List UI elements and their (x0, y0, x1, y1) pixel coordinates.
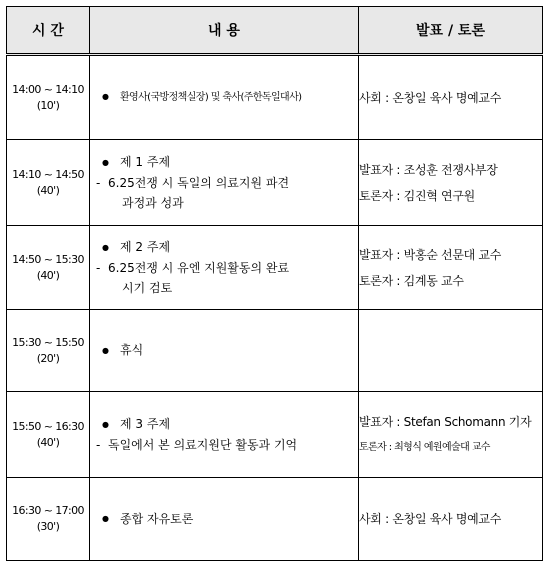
duration: (30') (36, 520, 60, 533)
dash-icon: - (96, 260, 101, 275)
speaker-line: 토론자 : 김진혁 연구원 (359, 188, 475, 203)
time-cell (7, 140, 90, 226)
table-row (7, 55, 543, 140)
table-row (7, 392, 543, 478)
duration: (40') (36, 268, 60, 282)
table-row (7, 310, 543, 392)
bullet-dot-icon: ● (102, 157, 109, 167)
sub-item: - 독일에서 본 의료지원단 활동과 기억 (90, 435, 358, 455)
table-row (7, 140, 543, 226)
content-cell (90, 392, 359, 478)
time-cell (7, 478, 90, 561)
header-content: 내 용 (90, 7, 359, 55)
speaker-cell (359, 478, 543, 561)
bullet-item: ● 종합 자유토론 (90, 509, 358, 530)
bullet-dot-icon: ● (102, 92, 109, 101)
time-range: 14:10 ~ 14:50 (12, 167, 84, 181)
speaker-cell (359, 226, 543, 310)
sub-item: - 6.25전쟁 시 독일의 의료지원 파견 (90, 173, 358, 193)
duration: (40') (36, 435, 60, 449)
sub-item-continued: 시기 검토 (122, 280, 173, 295)
duration: (40') (36, 183, 60, 197)
time-cell (7, 55, 90, 140)
bullet-dot-icon: ● (102, 242, 109, 252)
time-range: 16:30 ~ 17:00 (12, 504, 84, 517)
speaker-line: 토론자 : 최형식 예원예술대 교수 (359, 441, 490, 453)
speaker-cell (359, 140, 543, 226)
content-cell (90, 310, 359, 392)
speaker-line: 토론자 : 김계동 교수 (359, 273, 464, 288)
bullet-item: ● 제 3 주제 (90, 414, 358, 435)
bullet-dot-icon: ● (102, 419, 109, 429)
speaker-cell (359, 392, 543, 478)
time-range: 15:30 ~ 15:50 (12, 335, 84, 349)
speaker-line: 발표자 : 조성훈 전쟁사부장 (359, 162, 498, 177)
bullet-item: ● 휴식 (90, 340, 358, 361)
content-cell (90, 140, 359, 226)
bullet-dot-icon: ● (102, 514, 109, 524)
time-cell (7, 392, 90, 478)
speaker-line: 사회 : 온창일 육사 명예교수 (359, 90, 502, 105)
speaker-cell (359, 310, 543, 392)
content-cell (90, 478, 359, 561)
time-cell (7, 310, 90, 392)
time-cell (7, 226, 90, 310)
schedule-table (6, 6, 543, 561)
sub-item-continued: 과정과 성과 (122, 195, 184, 210)
speaker-cell (359, 55, 543, 140)
bullet-item: ● 제 1 주제 (90, 152, 358, 173)
content-cell (90, 226, 359, 310)
speaker-line: 사회 : 온창일 육사 명예교수 (359, 512, 502, 526)
time-range: 14:50 ~ 15:30 (12, 252, 84, 266)
time-range: 15:50 ~ 16:30 (12, 419, 84, 433)
sub-item: - 6.25전쟁 시 유엔 지원활동의 완료 (90, 258, 358, 278)
table-header-row (7, 7, 543, 55)
content-cell (90, 55, 359, 140)
duration: (20') (36, 351, 60, 365)
duration: (10') (36, 98, 60, 112)
header-speaker: 발표 / 토론 (359, 7, 543, 55)
bullet-dot-icon: ● (102, 345, 109, 355)
bullet-item: ● 환영사(국방정책실장) 및 축사(주한독일대사) (90, 87, 358, 108)
time-range: 14:00 ~ 14:10 (12, 82, 84, 96)
table-row (7, 226, 543, 310)
dash-icon: - (96, 437, 101, 452)
speaker-line: 발표자 : Stefan Schomann 기자 (359, 414, 532, 429)
header-time: 시 간 (7, 7, 90, 55)
speaker-line: 발표자 : 박홍순 선문대 교수 (359, 247, 502, 262)
bullet-item: ● 제 2 주제 (90, 237, 358, 258)
dash-icon: - (96, 175, 101, 190)
table-row (7, 478, 543, 561)
